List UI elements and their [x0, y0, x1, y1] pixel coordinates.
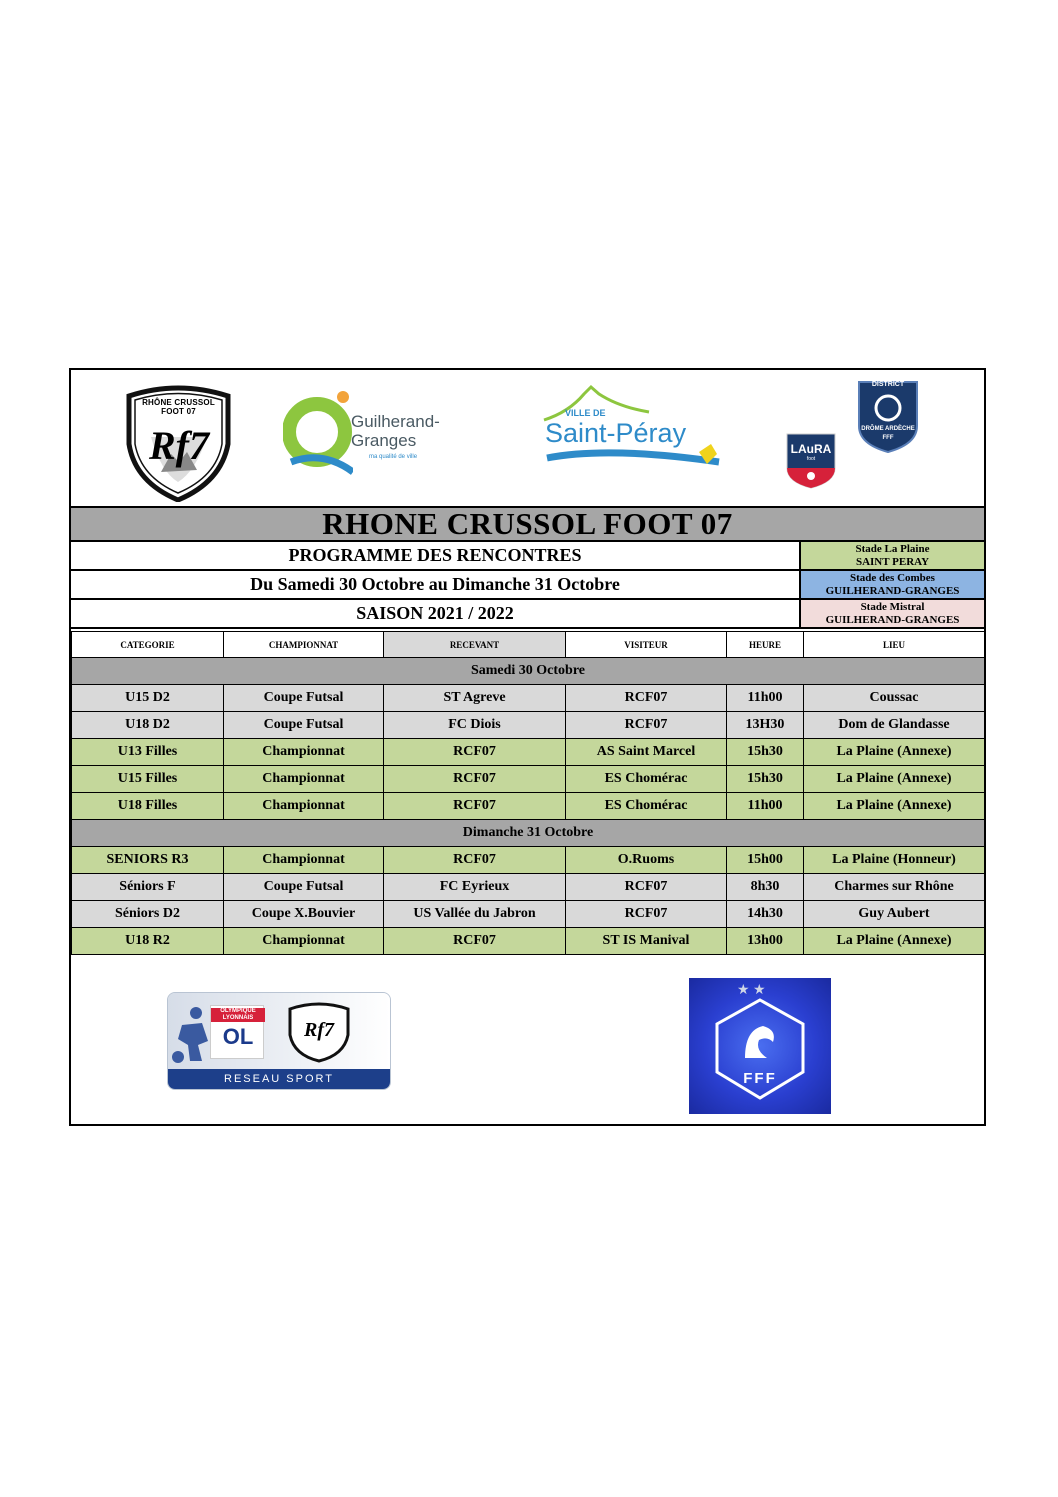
championnat-cell: Championnat: [224, 928, 384, 955]
lieu-cell: Guy Aubert: [804, 901, 985, 928]
venue-name: Stade Mistral: [860, 600, 925, 613]
fff-text: FFF: [743, 1070, 777, 1087]
saint-peray-logo: [539, 382, 729, 474]
rcf07-small-crest: [286, 1001, 352, 1063]
visiteur-cell: RCF07: [566, 874, 727, 901]
match-row: [72, 847, 985, 874]
lieu-cell: La Plaine (Honneur): [804, 847, 985, 874]
categorie-cell: U13 Filles: [72, 739, 224, 766]
visiteur-cell: RCF07: [566, 685, 727, 712]
venue-town: GUILHERAND-GRANGES: [825, 613, 960, 626]
match-row: [72, 766, 985, 793]
star-icon: ★ ★: [737, 983, 766, 998]
recevant-cell: RCF07: [384, 928, 566, 955]
categorie-cell: U15 D2: [72, 685, 224, 712]
venue-name: Stade La Plaine: [855, 542, 930, 555]
programme-sheet: [69, 368, 986, 1126]
ol-line2: LYONNAIS: [222, 1015, 254, 1021]
match-row: [72, 712, 985, 739]
gg-name-line1: Guilherand-: [351, 412, 440, 431]
categorie-cell: U18 D2: [72, 712, 224, 739]
guilherand-granges-logo: [283, 390, 458, 480]
categorie-cell: Séniors D2: [72, 901, 224, 928]
heure-cell: 14h30: [727, 901, 804, 928]
programme-title: PROGRAMME DES RENCONTRES: [71, 542, 801, 571]
venue-legend-combes: [801, 571, 984, 600]
recevant-cell: RCF07: [384, 847, 566, 874]
crest-top-text: RHÔNE CRUSSOL FOOT 07: [142, 398, 215, 416]
recevant-cell: ST Agreve: [384, 685, 566, 712]
col-header-categorie: CATEGORIE: [72, 632, 224, 658]
venue-legend-mistral: [801, 600, 984, 629]
sp-name: Saint-Péray: [545, 418, 687, 448]
lieu-cell: Coussac: [804, 685, 985, 712]
match-row: [72, 901, 985, 928]
col-header-lieu: LIEU: [804, 632, 985, 658]
heure-cell: 15h00: [727, 847, 804, 874]
laura-text: LAuRA: [790, 442, 832, 456]
visiteur-cell: RCF07: [566, 901, 727, 928]
lieu-cell: La Plaine (Annexe): [804, 766, 985, 793]
heure-cell: 15h30: [727, 739, 804, 766]
small-crest-monogram: Rf7: [304, 1019, 334, 1041]
venue-name: Stade des Combes: [850, 571, 935, 584]
championnat-cell: Coupe X.Bouvier: [224, 901, 384, 928]
gg-tagline: ma qualité de ville: [369, 454, 418, 460]
col-header-visiteur: VISITEUR: [566, 632, 727, 658]
laura-foot-logo: [783, 430, 839, 490]
laura-sub: foot: [806, 456, 816, 462]
visiteur-cell: O.Ruoms: [566, 847, 727, 874]
heure-cell: 13h00: [727, 928, 804, 955]
schedule-table: [71, 631, 985, 955]
venue-legend-la-plaine: [801, 542, 984, 571]
district-top-text: DISTRICT: [871, 381, 905, 388]
match-row: [72, 874, 985, 901]
rcf07-crest-logo: [121, 382, 236, 502]
heure-cell: 13H30: [727, 712, 804, 739]
lieu-cell: La Plaine (Annexe): [804, 928, 985, 955]
recevant-cell: FC Eyrieux: [384, 874, 566, 901]
lieu-cell: Charmes sur Rhône: [804, 874, 985, 901]
match-row: [72, 739, 985, 766]
ol-badge: [210, 1005, 264, 1059]
ol-monogram: OL: [222, 1024, 254, 1049]
day-label: Samedi 30 Octobre: [72, 658, 985, 685]
match-row: [72, 928, 985, 955]
championnat-cell: Coupe Futsal: [224, 685, 384, 712]
categorie-cell: Séniors F: [72, 874, 224, 901]
visiteur-cell: ES Chomérac: [566, 793, 727, 820]
fff-logo: [689, 978, 831, 1114]
categorie-cell: U15 Filles: [72, 766, 224, 793]
championnat-cell: Championnat: [224, 739, 384, 766]
championnat-cell: Coupe Futsal: [224, 712, 384, 739]
categorie-cell: SENIORS R3: [72, 847, 224, 874]
recevant-cell: RCF07: [384, 739, 566, 766]
lieu-cell: Dom de Glandasse: [804, 712, 985, 739]
district-bottom-text: DRÔME ARDÈCHE: [861, 426, 915, 432]
reseau-sport-label: RESEAU SPORT: [168, 1069, 390, 1089]
district-drome-ardeche-logo: [855, 378, 921, 454]
categorie-cell: U18 R2: [72, 928, 224, 955]
club-title: RHONE CRUSSOL FOOT 07: [71, 506, 984, 542]
venue-town: GUILHERAND-GRANGES: [825, 584, 960, 597]
match-row: [72, 793, 985, 820]
recevant-cell: US Vallée du Jabron: [384, 901, 566, 928]
day-header-row: [72, 658, 985, 685]
col-header-heure: HEURE: [727, 632, 804, 658]
championnat-cell: Championnat: [224, 766, 384, 793]
ol-reseau-sport-logo: [167, 992, 391, 1090]
saison: SAISON 2021 / 2022: [71, 600, 801, 629]
heure-cell: 15h30: [727, 766, 804, 793]
heure-cell: 11h00: [727, 685, 804, 712]
date-range: Du Samedi 30 Octobre au Dimanche 31 Octobre: [71, 571, 801, 600]
col-header-championnat: CHAMPIONNAT: [224, 632, 384, 658]
recevant-cell: RCF07: [384, 766, 566, 793]
recevant-cell: RCF07: [384, 793, 566, 820]
visiteur-cell: ES Chomérac: [566, 766, 727, 793]
district-fff-text: FFF: [882, 435, 894, 441]
visiteur-cell: RCF07: [566, 712, 727, 739]
table-header-row: [72, 632, 985, 658]
championnat-cell: Championnat: [224, 847, 384, 874]
championnat-cell: Coupe Futsal: [224, 874, 384, 901]
categorie-cell: U18 Filles: [72, 793, 224, 820]
heure-cell: 8h30: [727, 874, 804, 901]
day-label: Dimanche 31 Octobre: [72, 820, 985, 847]
day-header-row: [72, 820, 985, 847]
lieu-cell: La Plaine (Annexe): [804, 739, 985, 766]
sp-ville-de: VILLE DE: [565, 408, 606, 418]
ol-line1: OLYMPIQUE: [220, 1008, 256, 1014]
visiteur-cell: AS Saint Marcel: [566, 739, 727, 766]
visiteur-cell: ST IS Manival: [566, 928, 727, 955]
col-header-recevant: RECEVANT: [384, 632, 566, 658]
lieu-cell: La Plaine (Annexe): [804, 793, 985, 820]
heure-cell: 11h00: [727, 793, 804, 820]
championnat-cell: Championnat: [224, 793, 384, 820]
match-row: [72, 685, 985, 712]
recevant-cell: FC Diois: [384, 712, 566, 739]
crest-monogram: Rf7: [149, 423, 209, 468]
gg-name-line2: Granges: [351, 431, 417, 450]
venue-town: SAINT PERAY: [855, 555, 930, 568]
